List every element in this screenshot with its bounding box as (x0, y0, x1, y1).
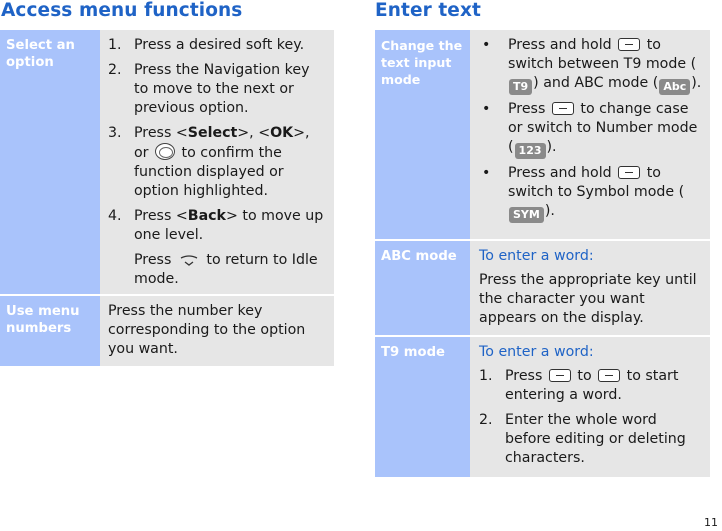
row-label: Change the text input mode (375, 30, 470, 239)
softkey-label-ok: OK (270, 125, 294, 141)
text-fragment: to return to Idle mode. (134, 252, 318, 287)
number-mode-icon: 123 (515, 143, 546, 159)
list-item (108, 207, 326, 245)
bullet: • (482, 101, 491, 117)
text-fragment: to switch to Symbol mode ( (508, 165, 685, 200)
enter-text-table (375, 30, 710, 479)
item-text (508, 100, 702, 159)
two-key-icon (549, 369, 571, 382)
row-select-option (0, 30, 334, 294)
text-fragment: Press (134, 252, 172, 268)
list-item (108, 61, 326, 118)
text-fragment: Press (505, 368, 543, 384)
row-abc-mode (375, 241, 710, 335)
list-item (479, 164, 702, 223)
symbol-mode-icon: SYM (509, 207, 544, 223)
row-label: ABC mode (375, 241, 470, 335)
text-fragment: Press and hold (508, 37, 612, 53)
row-body: Press the number key corresponding to the option you want. (100, 296, 334, 366)
text-fragment: to confirm the function displayed or option highlighted. (134, 145, 284, 199)
text-fragment: ). (546, 139, 557, 155)
hash-key-icon (618, 166, 640, 179)
row-body (470, 30, 710, 239)
star-key-icon (552, 102, 574, 115)
list-item (479, 36, 702, 95)
row-use-menu-numbers (0, 296, 334, 366)
row-label: T9 mode (375, 337, 470, 477)
subheading: To enter a word: (479, 248, 594, 264)
item-text: Press the Navigation key to move to the next or previous option. (134, 62, 310, 116)
text-fragment: Press < (134, 125, 188, 141)
item-text: Enter the whole word before editing or deleting characters. (505, 412, 686, 466)
extra-instruction (108, 251, 326, 289)
section-title-access-menu: Access menu functions (1, 0, 243, 21)
list-item (479, 367, 702, 405)
text-fragment: ). (544, 203, 555, 219)
softkey-label-select: Select (187, 125, 238, 141)
page-number: 11 (704, 516, 718, 529)
subheading: To enter a word: (479, 344, 594, 360)
list-item (108, 36, 326, 55)
paragraph: Press the appropriate key until the character you want appears on the display. (479, 272, 697, 326)
text-fragment: Press and hold (508, 165, 612, 181)
text-fragment: >, or (134, 125, 310, 161)
list-item (479, 411, 702, 468)
row-label: Use menu numbers (0, 296, 100, 366)
text-fragment: ). (691, 75, 702, 91)
access-menu-table (0, 30, 334, 368)
row-change-mode (375, 30, 710, 239)
end-key-icon (178, 253, 200, 267)
abc-mode-icon: Abc (659, 79, 690, 95)
row-body (100, 30, 334, 294)
row-t9-mode (375, 337, 710, 477)
softkey-label-back: Back (187, 208, 226, 224)
item-text (134, 207, 326, 245)
item-text (508, 36, 702, 95)
list-item (479, 100, 702, 159)
bullet: • (482, 37, 491, 53)
item-number: 2. (479, 412, 493, 428)
item-number: 1. (479, 368, 493, 384)
section-title-enter-text: Enter text (375, 0, 481, 21)
row-body (470, 241, 710, 335)
text-fragment: to change case or switch to Number mode ( (508, 101, 698, 155)
t9-mode-icon: T9 (509, 79, 532, 95)
item-text (508, 164, 702, 223)
row-body (470, 337, 710, 477)
list-item (108, 124, 326, 201)
text-fragment: ) and ABC mode ( (533, 75, 659, 91)
text-fragment: >, < (237, 125, 271, 141)
row-label: Select an option (0, 30, 100, 294)
text-fragment: > to move up one level. (134, 208, 324, 243)
text-fragment: Press (508, 101, 546, 117)
text-fragment: to start entering a word. (505, 368, 679, 403)
item-number: 2. (108, 62, 122, 78)
item-number: 1. (108, 37, 122, 53)
item-text: Press a desired soft key. (134, 37, 305, 53)
item-number: 3. (108, 125, 122, 141)
nav-ok-icon (155, 143, 175, 160)
item-number: 4. (108, 208, 122, 224)
text-fragment: Press < (134, 208, 188, 224)
text-fragment: to (577, 368, 592, 384)
text-fragment: to switch between T9 mode ( (508, 37, 697, 72)
item-text (134, 124, 326, 201)
bullet: • (482, 165, 491, 181)
nine-key-icon (598, 369, 620, 382)
item-text (505, 367, 702, 405)
star-key-icon (618, 38, 640, 51)
